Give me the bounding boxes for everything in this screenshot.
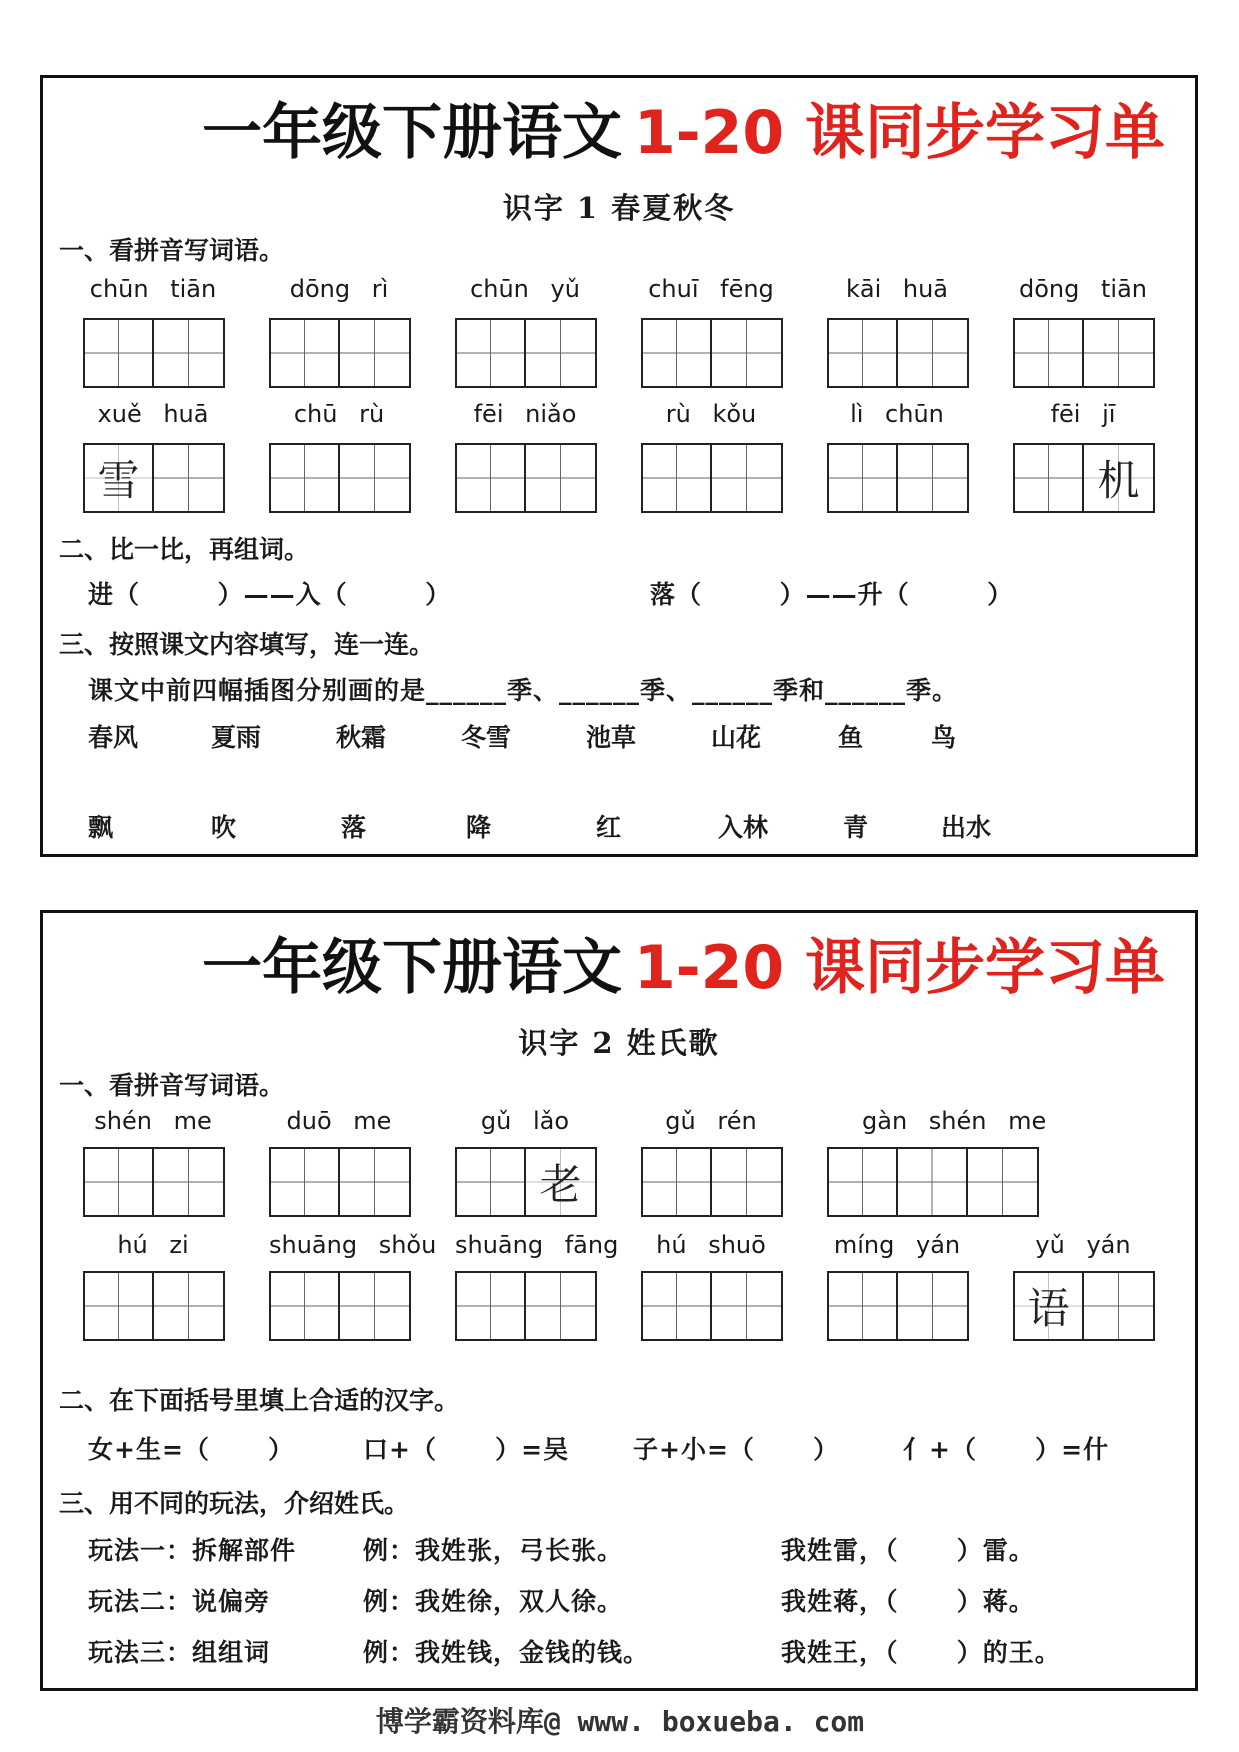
match-word[interactable]: 飘 (88, 813, 114, 842)
compare-left[interactable]: 进（ ）——入（ ） (88, 580, 452, 609)
pinyin-label: rù kǒu (665, 400, 757, 428)
match-word[interactable]: 吹 (211, 813, 237, 842)
tianzige-cell[interactable] (898, 1273, 967, 1339)
pinyin-label: gǔ lǎo (480, 1107, 570, 1135)
writing-grid[interactable] (269, 318, 411, 388)
tianzige-cell[interactable] (712, 1149, 781, 1215)
title-red: 1-20 课同步学习单 (633, 933, 1165, 1003)
game-example: 例：我姓钱，金钱的钱。 (363, 1638, 650, 1667)
game-task[interactable]: 我姓雷，（ ）雷。 (781, 1536, 1035, 1565)
equation-3[interactable]: 子+小=（ ） (633, 1435, 840, 1464)
writing-grid[interactable] (827, 1271, 969, 1341)
pinyin-label: kāi huā (845, 275, 949, 303)
writing-grid[interactable] (1013, 443, 1155, 513)
game-name: 玩法一：拆解部件 (88, 1536, 297, 1565)
tianzige-cell[interactable] (526, 320, 595, 386)
game-name: 玩法三：组组词 (88, 1638, 271, 1667)
worksheet-title (43, 98, 1195, 168)
pinyin-label: duō me (286, 1107, 392, 1135)
game-example: 例：我姓徐，双人徐。 (363, 1587, 624, 1616)
match-word[interactable]: 出水 (941, 813, 992, 842)
pinyin-label: hú zi (117, 1231, 189, 1259)
tianzige-cell[interactable] (271, 1273, 340, 1339)
writing-grid[interactable] (1013, 1271, 1155, 1341)
writing-grid[interactable] (455, 1147, 597, 1217)
pinyin-label: gǔ rén (665, 1107, 757, 1135)
writing-grid[interactable] (641, 443, 783, 513)
match-word[interactable]: 鱼 (838, 723, 864, 752)
tianzige-cell[interactable] (1084, 320, 1153, 386)
writing-grid[interactable] (83, 1147, 225, 1217)
pinyin-label: yǔ yán (1035, 1231, 1131, 1259)
tianzige-cell[interactable] (340, 445, 409, 511)
match-word[interactable]: 春风 (88, 723, 139, 752)
tianzige-cell[interactable] (712, 1273, 781, 1339)
tianzige-cell[interactable] (1015, 320, 1084, 386)
tianzige-cell[interactable] (457, 320, 526, 386)
sample-character: 语 (1015, 1273, 1082, 1339)
pinyin-label: chuī fēng (648, 275, 774, 303)
writing-grid[interactable] (827, 443, 969, 513)
tianzige-cell[interactable] (1084, 1273, 1153, 1339)
section-3-heading: 三、用不同的玩法，介绍姓氏。 (59, 1489, 410, 1518)
pinyin-label: dōng rì (289, 275, 389, 303)
writing-grid[interactable] (641, 1147, 783, 1217)
writing-grid[interactable] (1013, 318, 1155, 388)
match-word[interactable]: 山花 (711, 723, 762, 752)
sample-character: 老 (526, 1149, 595, 1215)
game-task[interactable]: 我姓蒋，（ ）蒋。 (781, 1587, 1035, 1616)
section-2-heading: 二、在下面括号里填上合适的汉字。 (59, 1386, 460, 1415)
match-word[interactable]: 落 (341, 813, 367, 842)
tianzige-cell[interactable] (154, 445, 223, 511)
tianzige-cell[interactable] (712, 320, 781, 386)
pinyin-label: lì chūn (850, 400, 944, 428)
match-word[interactable]: 红 (596, 813, 622, 842)
sample-character: 雪 (85, 445, 152, 511)
tianzige-cell[interactable] (1015, 445, 1084, 511)
pinyin-label: shén me (94, 1107, 212, 1135)
tianzige-cell[interactable] (643, 1149, 712, 1215)
tianzige-cell[interactable] (457, 1149, 526, 1215)
match-word[interactable]: 冬雪 (461, 723, 512, 752)
match-word[interactable]: 入林 (718, 813, 769, 842)
equation-4[interactable]: 亻+（ ）=什 (903, 1435, 1110, 1464)
pinyin-label: gàn shén me (862, 1107, 1047, 1135)
pinyin-label: dōng tiān (1019, 275, 1147, 303)
writing-grid[interactable] (455, 443, 597, 513)
tianzige-cell[interactable] (271, 445, 340, 511)
section-3-heading: 三、按照课文内容填写，连一连。 (59, 630, 435, 659)
writing-grid[interactable] (83, 443, 225, 513)
match-word[interactable]: 夏雨 (211, 723, 262, 752)
lesson-subtitle: 识字 2 姓氏歌 (518, 1026, 720, 1060)
game-example: 例：我姓张，弓长张。 (363, 1536, 624, 1565)
pinyin-label: shuāng shǒu (269, 1231, 437, 1259)
pinyin-label: chūn yǔ (470, 275, 580, 303)
tianzige-cell[interactable] (154, 1273, 223, 1339)
tianzige-cell[interactable] (526, 1273, 595, 1339)
equation-2[interactable]: 口+（ ）=吴 (363, 1435, 570, 1464)
pinyin-label: chūn tiān (89, 275, 217, 303)
tianzige-cell[interactable] (271, 320, 340, 386)
writing-grid[interactable] (827, 1147, 1039, 1217)
title-red: 1-20 课同步学习单 (633, 98, 1165, 168)
match-word[interactable]: 池草 (586, 723, 637, 752)
tianzige-cell[interactable] (898, 320, 967, 386)
writing-grid[interactable] (641, 1271, 783, 1341)
match-word[interactable]: 鸟 (931, 723, 957, 752)
pinyin-label: shuāng fāng (455, 1231, 619, 1259)
compare-right[interactable]: 落（ ）——升（ ） (650, 580, 1014, 609)
tianzige-cell[interactable] (85, 1273, 154, 1339)
lesson-subtitle: 识字 1 春夏秋冬 (502, 191, 736, 225)
tianzige-cell[interactable] (154, 1149, 223, 1215)
game-task[interactable]: 我姓王，（ ）的王。 (781, 1638, 1061, 1667)
section-1-heading: 一、看拼音写词语。 (59, 1071, 285, 1100)
sample-character: 机 (1084, 445, 1153, 511)
match-word[interactable]: 降 (466, 813, 492, 842)
tianzige-cell[interactable] (829, 320, 898, 386)
equation-1[interactable]: 女+生=（ ） (88, 1435, 295, 1464)
pinyin-label: fēi jī (1050, 400, 1116, 428)
tianzige-cell[interactable] (829, 1149, 898, 1215)
tianzige-cell[interactable] (968, 1149, 1037, 1215)
tianzige-cell[interactable] (85, 320, 154, 386)
tianzige-cell[interactable] (85, 445, 154, 511)
writing-grid[interactable] (269, 1147, 411, 1217)
writing-grid[interactable] (83, 318, 225, 388)
writing-grid[interactable] (455, 1271, 597, 1341)
writing-grid[interactable] (83, 1271, 225, 1341)
title-black: 一年级下册语文 (201, 933, 622, 1003)
tianzige-cell[interactable] (1015, 1273, 1084, 1339)
pinyin-label: chū rù (293, 400, 385, 428)
worksheet-lesson-1 (40, 75, 1198, 857)
tianzige-cell[interactable] (643, 445, 712, 511)
title-black: 一年级下册语文 (201, 98, 622, 168)
writing-grid[interactable] (827, 318, 969, 388)
tianzige-cell[interactable] (340, 320, 409, 386)
tianzige-cell[interactable] (457, 445, 526, 511)
tianzige-cell[interactable] (526, 1149, 595, 1215)
writing-grid[interactable] (641, 318, 783, 388)
writing-grid[interactable] (269, 443, 411, 513)
tianzige-cell[interactable] (154, 320, 223, 386)
tianzige-cell[interactable] (340, 1149, 409, 1215)
footer-watermark: 博学霸资料库@ www. boxueba. com (310, 1692, 930, 1752)
fill-sentence[interactable]: 课文中前四幅插图分别画的是______季、______季、______季和______季。 (88, 676, 959, 705)
pinyin-label: hú shuō (656, 1231, 766, 1259)
tianzige-cell[interactable] (829, 1273, 898, 1339)
writing-grid[interactable] (455, 318, 597, 388)
tianzige-cell[interactable] (271, 1149, 340, 1215)
tianzige-cell[interactable] (526, 445, 595, 511)
game-name: 玩法二：说偏旁 (88, 1587, 271, 1616)
tianzige-cell[interactable] (712, 445, 781, 511)
tianzige-cell[interactable] (898, 1149, 967, 1215)
pinyin-label: fēi niǎo (473, 400, 577, 428)
tianzige-cell[interactable] (898, 445, 967, 511)
pinyin-label: xuě huā (97, 400, 209, 428)
match-word[interactable]: 秋霜 (336, 723, 387, 752)
tianzige-cell[interactable] (457, 1273, 526, 1339)
tianzige-cell[interactable] (1084, 445, 1153, 511)
worksheet-lesson-2 (40, 910, 1198, 1691)
pinyin-label: míng yán (833, 1231, 961, 1259)
writing-grid[interactable] (269, 1271, 411, 1341)
tianzige-cell[interactable] (829, 445, 898, 511)
section-1-heading: 一、看拼音写词语。 (59, 236, 285, 265)
worksheet-title (43, 933, 1195, 1003)
match-word[interactable]: 青 (843, 813, 869, 842)
tianzige-cell[interactable] (85, 1149, 154, 1215)
section-2-heading: 二、比一比，再组词。 (59, 535, 310, 564)
tianzige-cell[interactable] (340, 1273, 409, 1339)
tianzige-cell[interactable] (643, 1273, 712, 1339)
tianzige-cell[interactable] (643, 320, 712, 386)
